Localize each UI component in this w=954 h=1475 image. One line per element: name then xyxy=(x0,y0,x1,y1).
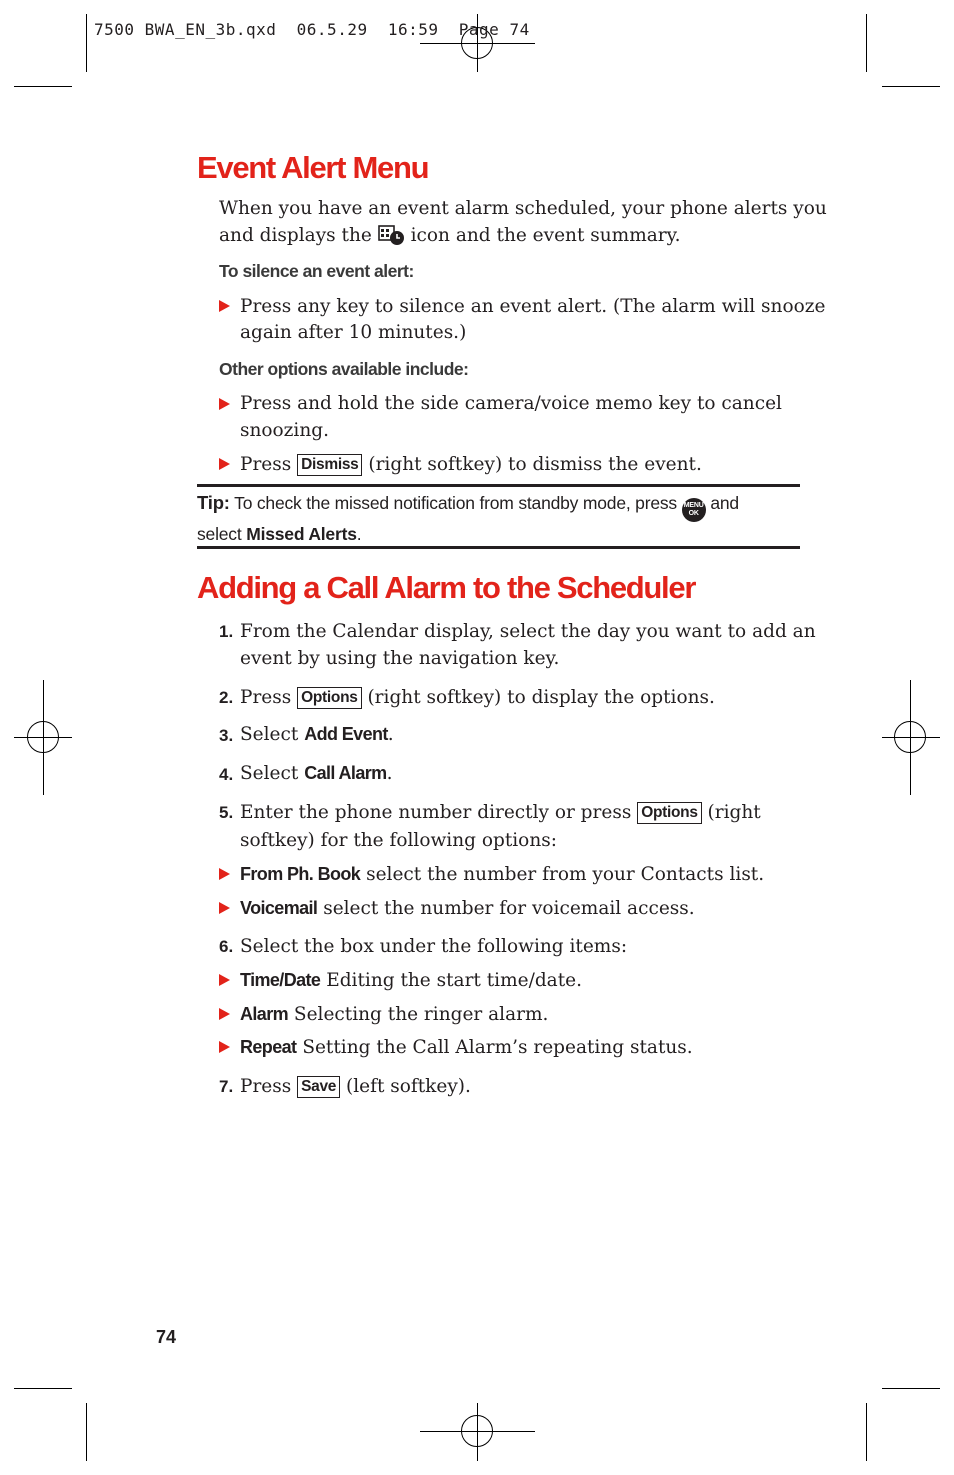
step-5-line-1: Enter the phone number directly or press Options (right xyxy=(240,802,761,823)
options-softkey-label: Options xyxy=(637,802,701,824)
silence-heading: To silence an event alert: xyxy=(219,261,414,281)
section-title-event-alert: Event Alert Menu xyxy=(197,150,429,185)
bullet-arrow-icon xyxy=(219,300,230,312)
save-softkey-label: Save xyxy=(297,1076,340,1098)
bullet-arrow-icon xyxy=(219,1008,230,1020)
step-7: Press Save (left softkey). xyxy=(240,1076,471,1097)
step-number: 4. xyxy=(219,765,234,784)
step-number: 7. xyxy=(219,1077,234,1096)
silence-bullet-line-2: again after 10 minutes.) xyxy=(240,322,467,343)
step-5-option-1: From Ph. Book select the number from your Contacts list. xyxy=(240,864,765,885)
calendar-alarm-icon xyxy=(378,224,405,246)
page-number: 74 xyxy=(156,1327,177,1347)
tip-label: Tip: xyxy=(197,492,230,513)
menu-ok-key-icon: MENU OK xyxy=(682,498,706,522)
bullet-arrow-icon xyxy=(219,974,230,986)
option-1-line-1: Press and hold the side camera/voice memo key to cancel xyxy=(240,393,782,414)
step-number: 3. xyxy=(219,726,234,745)
intro-line-1: When you have an event alarm scheduled, your phone alerts you xyxy=(219,198,827,219)
step-1-line-1: From the Calendar display, select the day you want to add an xyxy=(240,621,816,642)
dismiss-softkey-label: Dismiss xyxy=(297,454,362,476)
step-5-option-2: Voicemail select the number for voicemail access. xyxy=(240,898,695,919)
missed-alerts-label: Missed Alerts xyxy=(246,524,357,544)
intro-line-2: and displays the icon and the event summary. xyxy=(219,225,681,246)
options-heading: Other options available include: xyxy=(219,359,469,379)
option-1-line-2: snoozing. xyxy=(240,420,329,441)
option-2: Press Dismiss (right softkey) to dismiss the event. xyxy=(240,454,702,475)
step-number: 1. xyxy=(219,622,234,641)
step-5-line-2: softkey) for the following options: xyxy=(240,830,557,851)
step-1-line-2: event by using the navigation key. xyxy=(240,648,560,669)
options-softkey-label: Options xyxy=(297,687,361,709)
step-4: Select Call Alarm. xyxy=(240,763,393,784)
call-alarm-label: Call Alarm xyxy=(304,763,387,783)
step-6: Select the box under the following items: xyxy=(240,936,628,957)
tip-bottom-rule xyxy=(197,546,800,549)
step-2: Press Options (right softkey) to display the options. xyxy=(240,687,715,708)
step-number: 2. xyxy=(219,688,234,707)
silence-bullet-line-1: Press any key to silence an event alert. (The alarm will snooze xyxy=(240,296,826,317)
step-number: 5. xyxy=(219,803,234,822)
bullet-arrow-icon xyxy=(219,868,230,880)
bullet-arrow-icon xyxy=(219,398,230,410)
tip-top-rule xyxy=(197,484,800,487)
add-event-label: Add Event xyxy=(304,724,388,744)
tip-box: Tip: To check the missed notification from standby mode, press MENU OK and select Missed Alerts. xyxy=(197,492,739,544)
step-3: Select Add Event. xyxy=(240,724,394,745)
step-6-option-1: Time/Date Editing the start time/date. xyxy=(240,970,582,991)
bullet-arrow-icon xyxy=(219,1041,230,1053)
file-slug: 7500 BWA_EN_3b.qxd 06.5.29 16:59 Page 74 xyxy=(94,20,530,39)
step-6-option-2: Alarm Selecting the ringer alarm. xyxy=(240,1004,549,1025)
step-number: 6. xyxy=(219,937,234,956)
bullet-arrow-icon xyxy=(219,458,230,470)
bullet-arrow-icon xyxy=(219,902,230,914)
section-title-call-alarm: Adding a Call Alarm to the Scheduler xyxy=(197,570,696,605)
step-6-option-3: Repeat Setting the Call Alarm’s repeating status. xyxy=(240,1037,693,1058)
